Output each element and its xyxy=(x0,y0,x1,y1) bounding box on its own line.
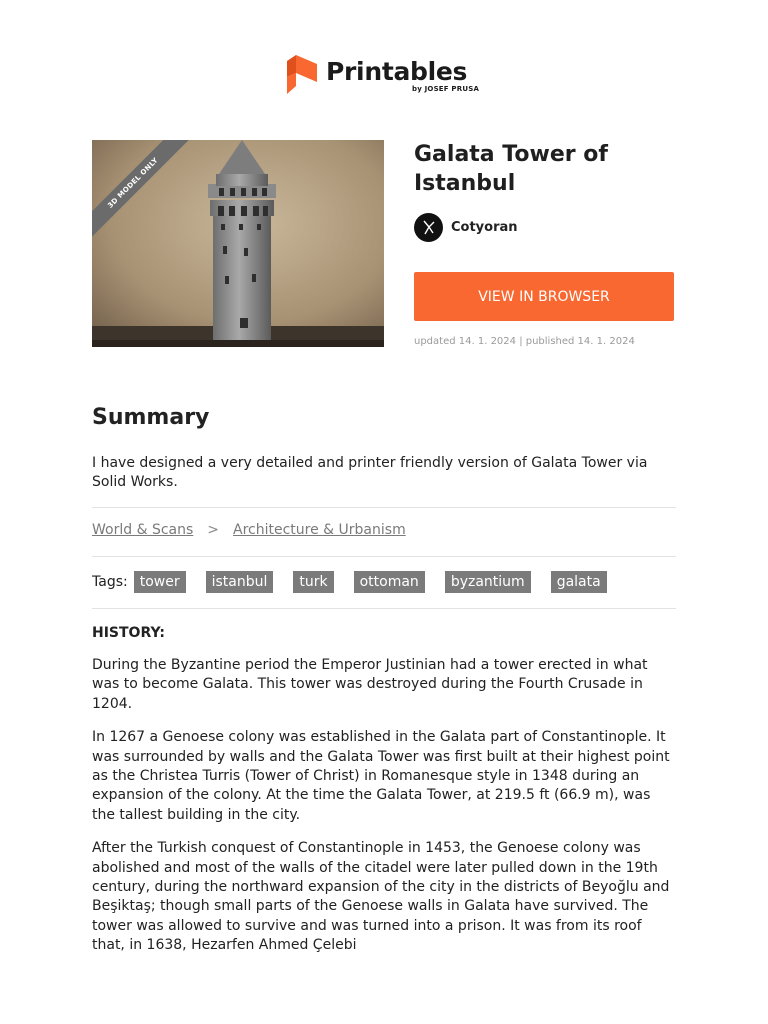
breadcrumb-architecture-urbanism[interactable]: Architecture & Urbanism xyxy=(233,522,406,538)
breadcrumb-world-scans[interactable]: World & Scans xyxy=(92,522,194,538)
divider xyxy=(92,507,676,508)
history-paragraph: After the Turkish conquest of Constantinople in 1453, the Genoese colony was abolished and most of the walls of the citadel were later pulled down in the 19th century, during the northward expansion of the city in the districts of Beyoğlu and Beşiktaş; though small parts of the Genoese walls in Galata have survived. The tower was allowed to survive and was turned into a prison. It was from its roof that, in 1638, Hezarfen Ahmed Çelebi xyxy=(92,840,670,954)
author-name: Cotyoran xyxy=(451,219,518,235)
history-heading: HISTORY: xyxy=(92,625,165,641)
tags-row xyxy=(92,571,627,593)
brand-name: Printables xyxy=(326,57,468,86)
model-only-badge: 3D MODEL ONLY xyxy=(92,140,192,242)
breadcrumb xyxy=(92,522,406,538)
model-image[interactable] xyxy=(92,140,384,347)
author-avatar-icon xyxy=(420,218,438,236)
summary-heading: Summary xyxy=(92,405,210,430)
tag-galata[interactable]: galata xyxy=(551,571,607,593)
breadcrumb-separator: > xyxy=(207,522,220,538)
divider xyxy=(92,608,676,609)
author-link[interactable] xyxy=(414,212,518,242)
tag-turk[interactable]: turk xyxy=(293,571,333,593)
author-avatar xyxy=(414,213,443,242)
tag-tower[interactable]: tower xyxy=(134,571,186,593)
brand-tagline: by JOSEF PRUSA xyxy=(412,85,480,93)
tags-label: Tags: xyxy=(92,574,128,590)
history-paragraph: In 1267 a Genoese colony was established in the Galata part of Constantinople. It was surrounded by walls and the Galata Tower was first built at their highest point as the Christea Turris (Tower of Christ) in Romanesque style in 1348 during an expansion of the colony. At the time the Galata Tower, at 219.5 ft (66.9 m), was the tallest building in the city. xyxy=(92,729,670,823)
tag-byzantium[interactable]: byzantium xyxy=(445,571,531,593)
publish-dates: updated 14. 1. 2024 | published 14. 1. 2024 xyxy=(414,336,635,347)
history-paragraph: During the Byzantine period the Emperor Justinian had a tower erected in what was to become Galata. This tower was destroyed during the Fourth Crusade in 1204. xyxy=(92,657,648,712)
view-in-browser-button[interactable]: VIEW IN BROWSER xyxy=(414,272,674,321)
tag-istanbul[interactable]: istanbul xyxy=(206,571,274,593)
model-description xyxy=(92,624,676,970)
printables-logo[interactable] xyxy=(286,55,486,97)
printables-logo-icon xyxy=(286,55,318,95)
summary-text: I have designed a very detailed and printer friendly version of Galata Tower via Solid Works. xyxy=(92,455,648,490)
model-title[interactable]: Galata Tower of Istanbul xyxy=(414,142,608,196)
tag-ottoman[interactable]: ottoman xyxy=(354,571,425,593)
divider xyxy=(92,556,676,557)
